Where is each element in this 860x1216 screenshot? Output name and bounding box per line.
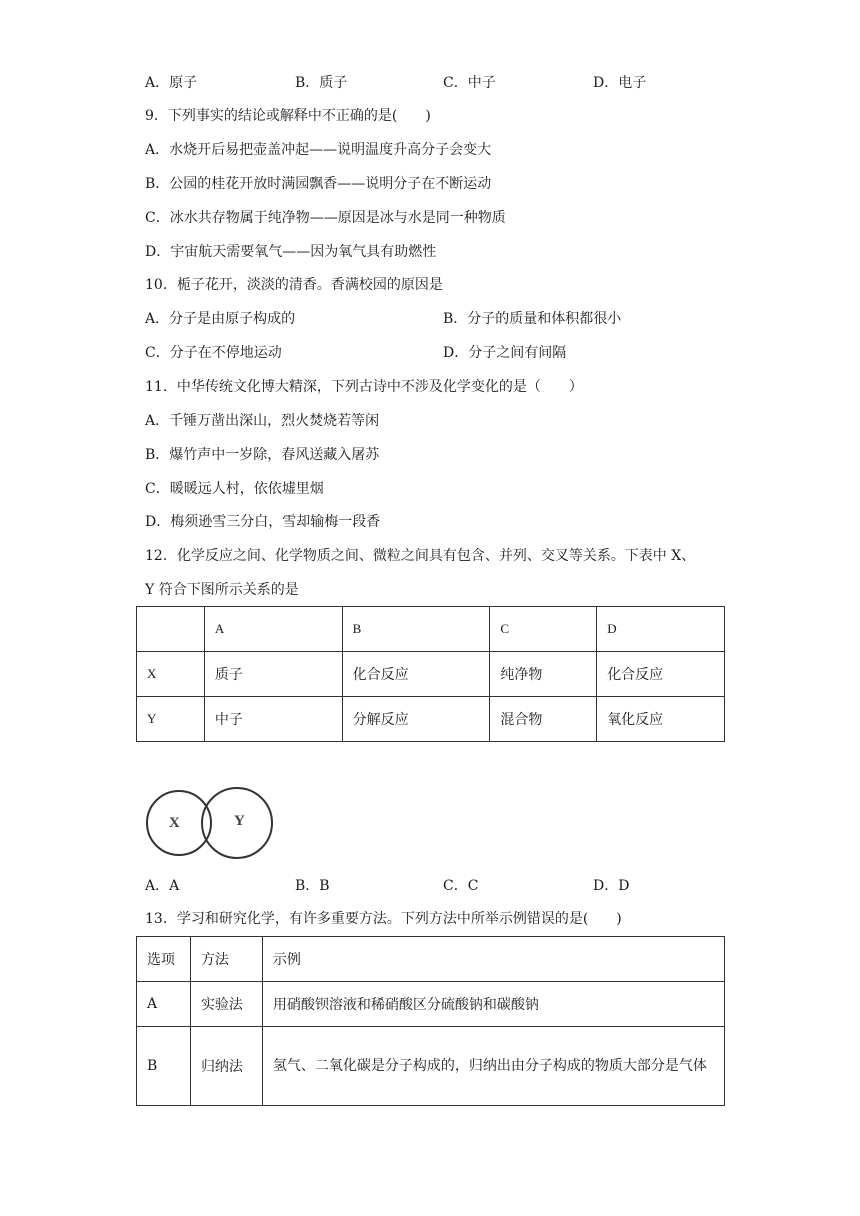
table-cell: 化合反应: [342, 652, 490, 697]
table-cell: B: [137, 1027, 191, 1106]
q13-stem: 13．学习和研究化学，有许多重要方法。下列方法中所举示例错误的是( ): [145, 911, 622, 927]
q9-option-d[interactable]: D．宇宙航天需要氧气——因为氧气具有助燃性: [145, 244, 437, 260]
q11-option-b[interactable]: B．爆竹声中一岁除，春风送藏入屠苏: [145, 447, 380, 463]
table-row: [137, 697, 725, 742]
q12-option-c[interactable]: C．C: [443, 878, 479, 894]
q12-option-d[interactable]: D．D: [593, 878, 630, 894]
table-cell: 分解反应: [342, 697, 490, 742]
q12-option-b[interactable]: B．B: [295, 878, 330, 894]
q13-table: [136, 936, 725, 1106]
q8-options: [0, 72, 860, 92]
q9-option-b[interactable]: B．公园的桂花开放时满园飘香——说明分子在不断运动: [145, 176, 492, 192]
q9-stem: 9．下列事实的结论或解释中不正确的是( ): [145, 108, 431, 124]
venn-diagram: [143, 785, 283, 861]
table-cell: 化合反应: [597, 652, 725, 697]
table-cell: 用硝酸钡溶液和稀硝酸区分硫酸钠和碳酸钠: [262, 982, 724, 1027]
q12-options: [0, 875, 860, 895]
table-row: [137, 652, 725, 697]
q8-option-a[interactable]: A．原子: [145, 75, 198, 91]
q12-stem-line2: Y 符合下图所示关系的是: [145, 582, 299, 598]
q10-option-c[interactable]: C．分子在不停地运动: [145, 345, 282, 361]
q10-option-a[interactable]: A．分子是由原子构成的: [145, 311, 296, 327]
q11-stem: 11．中华传统文化博大精深，下列古诗中不涉及化学变化的是（ ）: [145, 379, 583, 395]
table-cell: 实验法: [190, 982, 262, 1027]
table-header-cell: 示例: [262, 937, 724, 982]
q10-stem: 10．栀子花开，淡淡的清香。香满校园的原因是: [145, 277, 443, 293]
venn-label-y: Y: [234, 813, 245, 829]
q11-option-a[interactable]: A．千锤万凿出深山，烈火焚烧若等闲: [145, 413, 380, 429]
q10-option-d[interactable]: D．分子之间有间隔: [443, 345, 567, 361]
table-row: [137, 982, 725, 1027]
table-cell: 纯净物: [490, 652, 597, 697]
table-cell: A: [137, 982, 191, 1027]
q8-option-d[interactable]: D．电子: [593, 75, 647, 91]
table-cell: Y: [137, 697, 205, 742]
q12-table: [136, 606, 725, 742]
venn-label-x: X: [169, 815, 180, 831]
table-cell: 质子: [204, 652, 342, 697]
table-header-cell: 方法: [190, 937, 262, 982]
q8-option-c[interactable]: C．中子: [443, 75, 496, 91]
table-cell: 归纳法: [190, 1027, 262, 1106]
table-cell: 氢气、二氧化碳是分子构成的，归纳出由分子构成的物质大部分是气体: [262, 1027, 724, 1106]
table-row: [137, 607, 725, 652]
table-header-cell: 选项: [137, 937, 191, 982]
table-cell: X: [137, 652, 205, 697]
q9-option-c[interactable]: C．冰水共存物属于纯净物——原因是冰与水是同一种物质: [145, 210, 506, 226]
table-header-cell: C: [490, 607, 597, 652]
table-row: [137, 1027, 725, 1106]
q9-option-a[interactable]: A．水烧开后易把壶盖冲起——说明温度升高分子会变大: [145, 142, 492, 158]
table-cell: 混合物: [490, 697, 597, 742]
table-header-cell: B: [342, 607, 490, 652]
q11-option-d[interactable]: D．梅须逊雪三分白，雪却输梅一段香: [145, 514, 381, 530]
table-cell: [137, 607, 205, 652]
table-row: [137, 937, 725, 982]
q12-stem-line1: 12．化学反应之间、化学物质之间、微粒之间具有包含、并列、交叉等关系。下表中 X、: [145, 548, 696, 564]
q8-option-b[interactable]: B．质子: [295, 75, 348, 91]
table-cell: 中子: [204, 697, 342, 742]
table-cell: 氧化反应: [597, 697, 725, 742]
table-header-cell: A: [204, 607, 342, 652]
q12-option-a[interactable]: A．A: [145, 878, 180, 894]
table-header-cell: D: [597, 607, 725, 652]
q11-option-c[interactable]: C．暖暖远人村，依依墟里烟: [145, 481, 324, 497]
q10-option-b[interactable]: B．分子的质量和体积都很小: [443, 311, 622, 327]
